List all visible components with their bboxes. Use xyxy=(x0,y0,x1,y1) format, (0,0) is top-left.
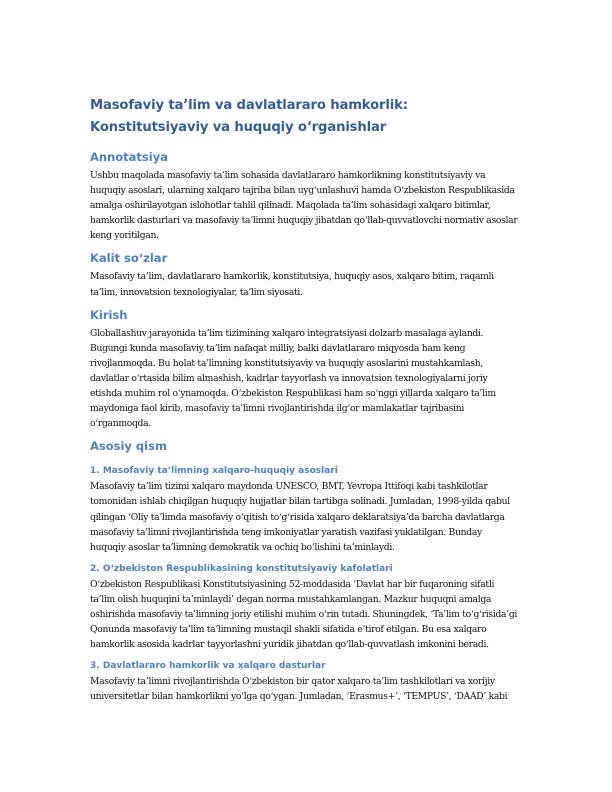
main-section-1 xyxy=(90,465,520,554)
keywords-section xyxy=(90,251,520,299)
abstract-text: Ushbu maqolada masofaviy ta’lim sohasida davlatlararo hamkorlikning konstitutsiyaviy va huquqiy asoslari, ularning xalqaro tajriba bilan uyg‘unlashuvi hamda O‘zbekiston Respublikasida amalga oshirilayotgan islohotlar tahlil qilinadi. Maqolada ta’lim sohasidagi xalqaro bitimlar, hamkorlik dasturlari va masofaviy ta’limni huquqiy jihatdan qo‘llab-quvvatlovchi normativ asoslar keng yoritilgan. xyxy=(90,170,518,242)
section-heading: 3. Davlatlararo hamkorlik va xalqaro dasturlar xyxy=(90,661,326,672)
document-page xyxy=(90,95,520,712)
keywords-text: Masofaviy ta’lim, davlatlararo hamkorlik, konstitutsiya, huquqiy asos, xalqaro bitim, raqamli ta’lim, innovatsion texnologiyalar, ta’lim siyosati. xyxy=(90,271,494,298)
abstract-section xyxy=(90,150,520,243)
section-text: Masofaviy ta’lim tizimi xalqaro maydonda UNESCO, BMT, Yevropa Ittifoqi kabi tashkilotlar tomonidan ishlab chiqilgan huquqiy hujjatlar bilan tartibga solinadi. Jumladan, 1998-yilda qabul qilingan ‘Oliy ta’limda masofaviy o‘qitish to‘g‘risida xalqaro deklaratsiya’da barcha davlatlarga masofaviy ta’limni rivojlantirishda teng imkoniyatlar yaratish vazifasi yuklatilgan. Bunday huquqiy asoslar ta’limning demokratik va ochiq bo‘lishini ta’minlaydi. xyxy=(90,481,510,553)
document-title: Masofaviy ta’lim va davlatlararo hamkorlik: Konstitutsiyaviy va huquqiy o‘rganishlar xyxy=(90,98,408,135)
keywords-heading: Kalit so‘zlar xyxy=(90,251,168,266)
introduction-section xyxy=(90,308,520,432)
section-heading: 2. O‘zbekiston Respublikasining konstitutsiyaviy kafolatlari xyxy=(90,563,393,574)
introduction-heading: Kirish xyxy=(90,307,128,322)
main-section-2 xyxy=(90,563,520,652)
section-text: Masofaviy ta’limni rivojlantirishda O‘zbekiston bir qator xalqaro ta’lim tashkilotlari va xorijiy universitetlar bilan hamkorlikni yo‘lga qo‘ygan. Jumladan, ‘Erasmus+’, ‘TEMPUS’, ‘DAAD’ kabi xyxy=(90,676,508,703)
main-section-3 xyxy=(90,660,520,704)
main-heading: Asosiy qism xyxy=(90,439,167,454)
abstract-heading: Annotatsiya xyxy=(90,150,168,164)
section-heading: 1. Masofaviy ta’limning xalqaro-huquqiy asoslari xyxy=(90,466,338,477)
introduction-text: Globallashuv jarayonida ta’lim tizimining xalqaro integratsiyasi dolzarb masalaga aylandi. Bugungi kunda masofaviy ta’lim nafaqat milliy, balki davlatlararo miqyosda ham keng rivojlanmoqda. Bu holat ta’limning konstitutsiyaviy va huquqiy asoslarini mustahkamlash, davlatlar o‘rtasida bilim almashish, kadrlar tayyorlash va innovatsion texnologiyalarni joriy etishda muhim rol o‘ynamoqda. O‘zbekiston Respublikasi ham so‘nggi yillarda xalqaro ta’lim maydoniga faol kirib, masofaviy ta’limni rivojlantirishda ilg‘or mamlakatlar tajribasini o‘rganmoqda. xyxy=(90,327,496,430)
section-text: O‘zbekiston Respublikasi Konstitutsiyasining 52-moddasida ‘Davlat har bir fuqaroning sifatli ta’lim olish huquqini ta’minlaydi’ degan norma mustahkamlangan. Mazkur huquqni amalga oshirishda masofaviy ta’limning joriy etilishi muhim o‘rin tutadi. Shuningdek, ‘Ta’lim to‘g‘risida’gi Qonunda masofaviy ta’lim ta’limning mustaqil shakli sifatida e’tirof etilgan. Bu esa xalqaro hamkorlik asosida kadrlar tayyorlashni yuridik jihatdan qo‘llab-quvvatlash imkonini beradi. xyxy=(90,578,518,651)
